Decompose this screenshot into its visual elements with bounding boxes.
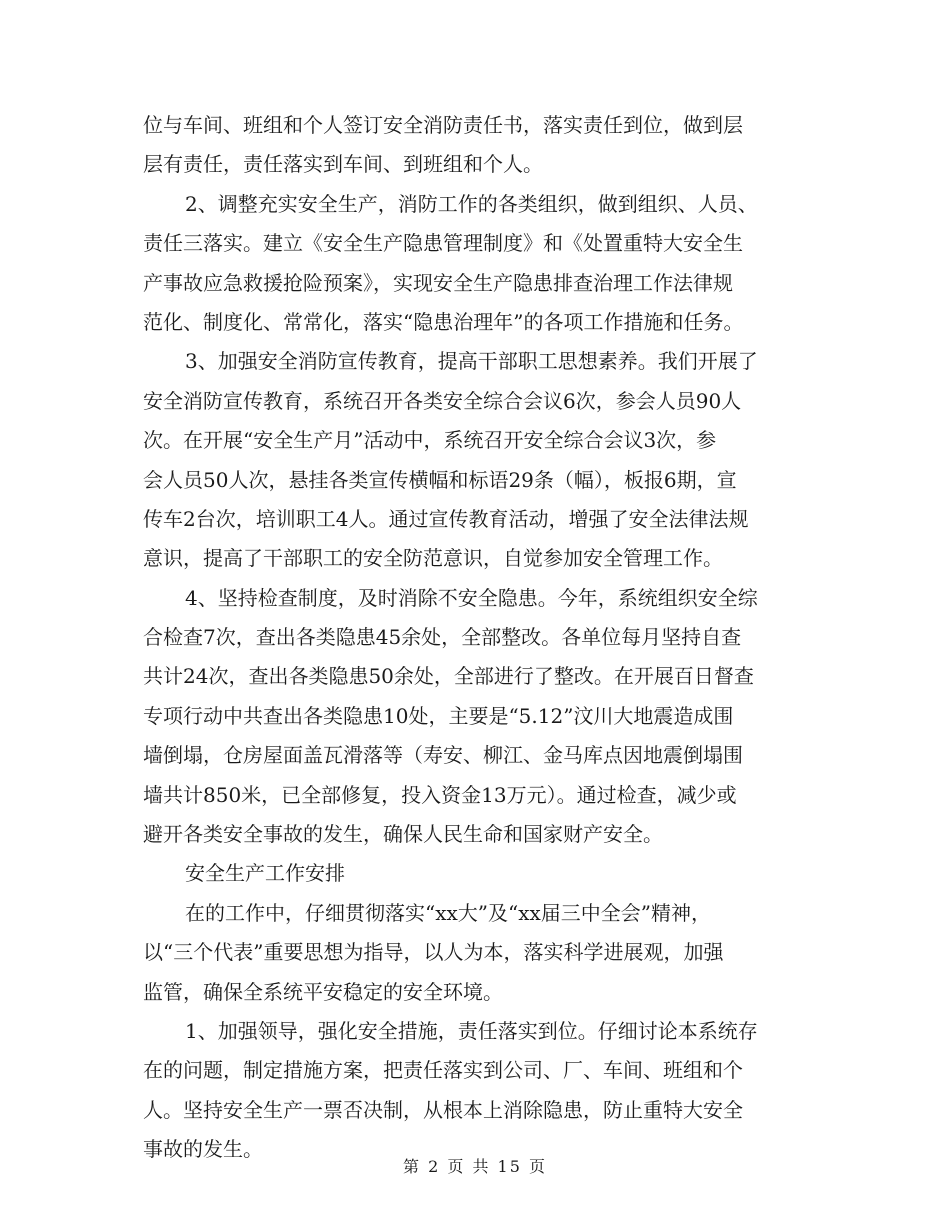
text-line: 合检查7次，查出各类隐患45余处，全部整改。各单位每月坚持自查: [143, 625, 742, 650]
section-heading: 安全生产工作安排: [185, 861, 345, 886]
text-line: 1、加强领导，强化安全措施，责任落实到位。仔细讨论本系统存: [185, 1018, 758, 1043]
text-line: 3、加强安全消防宣传教育，提高干部职工思想素养。我们开展了: [185, 349, 758, 374]
text-line: 范化、制度化、常常化，落实“隐患治理年”的各项工作措施和任务。: [143, 309, 744, 334]
body-text: [143, 106, 811, 1170]
text-line: 意识，提高了干部职工的安全防范意识，自觉参加安全管理工作。: [143, 546, 723, 571]
text-line: 人。坚持安全生产一票否决制，从根本上消除隐患，防止重特大安全: [143, 1097, 743, 1122]
text-line: 2、调整充实安全生产，消防工作的各类组织，做到组织、人员、: [185, 191, 758, 216]
text-line: 墙共计850米，已全部修复，投入资金13万元）。通过检查，减少或: [143, 782, 737, 807]
text-line: 墙倒塌，仓房屋面盖瓦滑落等（寿安、柳江、金马库点因地震倒塌围: [143, 743, 743, 768]
text-line: 避开各类安全事故的发生，确保人民生命和国家财产安全。: [143, 822, 663, 847]
text-line: 安全消防宣传教育，系统召开各类安全综合会议6次，参会人员90人: [143, 388, 742, 413]
text-line: 事故的发生。: [143, 1137, 263, 1162]
text-line: 监管，确保全系统平安稳定的安全环境。: [143, 979, 503, 1004]
text-line: 在的工作中，仔细贯彻落实“xx大”及“xx届三中全会”精神，: [185, 900, 712, 925]
text-line: 产事故应急救援抢险预案》，实现安全生产隐患排查治理工作法律规: [143, 270, 733, 295]
text-line: 专项行动中共查出各类隐患10处，主要是“5.12”汶川大地震造成围: [143, 703, 734, 728]
text-line: 次。在开展“安全生产月”活动中，系统召开安全综合会议3次，参: [143, 428, 717, 453]
text-line: 4、坚持检查制度，及时消除不安全隐患。今年，系统组织安全综: [185, 585, 758, 610]
page-number-footer: 第 2 页 共 15 页: [403, 1157, 547, 1176]
text-line: 位与车间、班组和个人签订安全消防责任书，落实责任到位，做到层: [143, 113, 743, 137]
text-line: 层有责任，责任落实到车间、到班组和个人。: [143, 152, 543, 177]
text-line: 在的问题，制定措施方案，把责任落实到公司、厂、车间、班组和个: [143, 1058, 743, 1083]
text-line: 责任三落实。建立《安全生产隐患管理制度》和《处置重特大安全生: [143, 231, 743, 256]
text-line: 传车2台次，培训职工4人。通过宣传教育活动，增强了安全法律法规: [143, 506, 749, 531]
text-line: 以“三个代表”重要思想为指导，以人为本，落实科学进展观，加强: [143, 940, 724, 965]
text-line: 会人员50人次，悬挂各类宣传横幅和标语29条（幅），板报6期，宣: [143, 467, 737, 492]
text-line: 共计24次，查出各类隐患50余处，全部进行了整改。在开展百日督查: [143, 664, 754, 689]
